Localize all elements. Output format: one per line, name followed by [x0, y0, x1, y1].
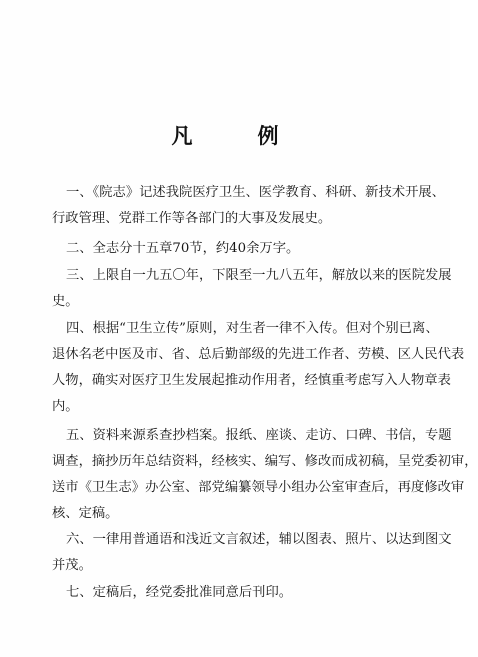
item-4-line-4: 内。: [52, 399, 79, 414]
item-1-line-1: 一、《院志》记述我院医疗卫生、医学教育、科研、新技术开展、: [66, 185, 445, 200]
item-5-line-4: 核、定稿。: [52, 506, 119, 521]
item-3-line-2: 史。: [52, 294, 79, 309]
list-item-5: [52, 423, 478, 527]
list-item-2: [52, 236, 410, 262]
item-4-line-3: 人物，确实对医疗卫生发展起推动作用者，经慎重考虑写入人物章表: [52, 373, 451, 388]
item-2-line-1: 二、全志分十五章70节，约40余万字。: [66, 241, 300, 256]
list-item-1: [52, 180, 445, 232]
item-3-line-1: 三、上限自一九五〇年，下限至一九八五年，解放以来的医院发展: [66, 268, 452, 283]
item-1-line-2: 行政管理、党群工作等各部门的大事及发展史。: [52, 211, 332, 226]
item-6-line-1: 六、一律用普通语和浅近文言叙述，辅以图表、照片、以达到图文: [66, 532, 452, 547]
list-item-3: [52, 263, 452, 315]
list-item-6: [52, 527, 452, 579]
item-6-line-2: 并茂。: [52, 558, 92, 573]
item-5-line-2: 调查，摘抄历年总结资料，经核实、编写、修改而成初稿，呈党委初审，: [52, 454, 478, 469]
item-5-line-3: 送市《卫生志》办公室、部党编纂领导小组办公室审查后，再度修改审: [52, 480, 465, 495]
list-item-7: [52, 580, 410, 606]
item-7-line-1: 七、定稿后，经党委批准同意后刊印。: [66, 585, 293, 600]
page-title: 凡 例: [171, 123, 301, 148]
item-4-line-1: 四、根据“卫生立传”原则，对生者一律不入传。但对个别已离、: [66, 321, 439, 336]
item-5-line-1: 五、资料来源系查抄档案。报纸、座谈、走访、口碑、书信，专题: [66, 428, 452, 443]
item-4-line-2: 退休名老中医及市、省、总后勤部级的先进工作者、劳模、区人民代表: [52, 347, 465, 362]
list-item-4: [52, 316, 465, 420]
